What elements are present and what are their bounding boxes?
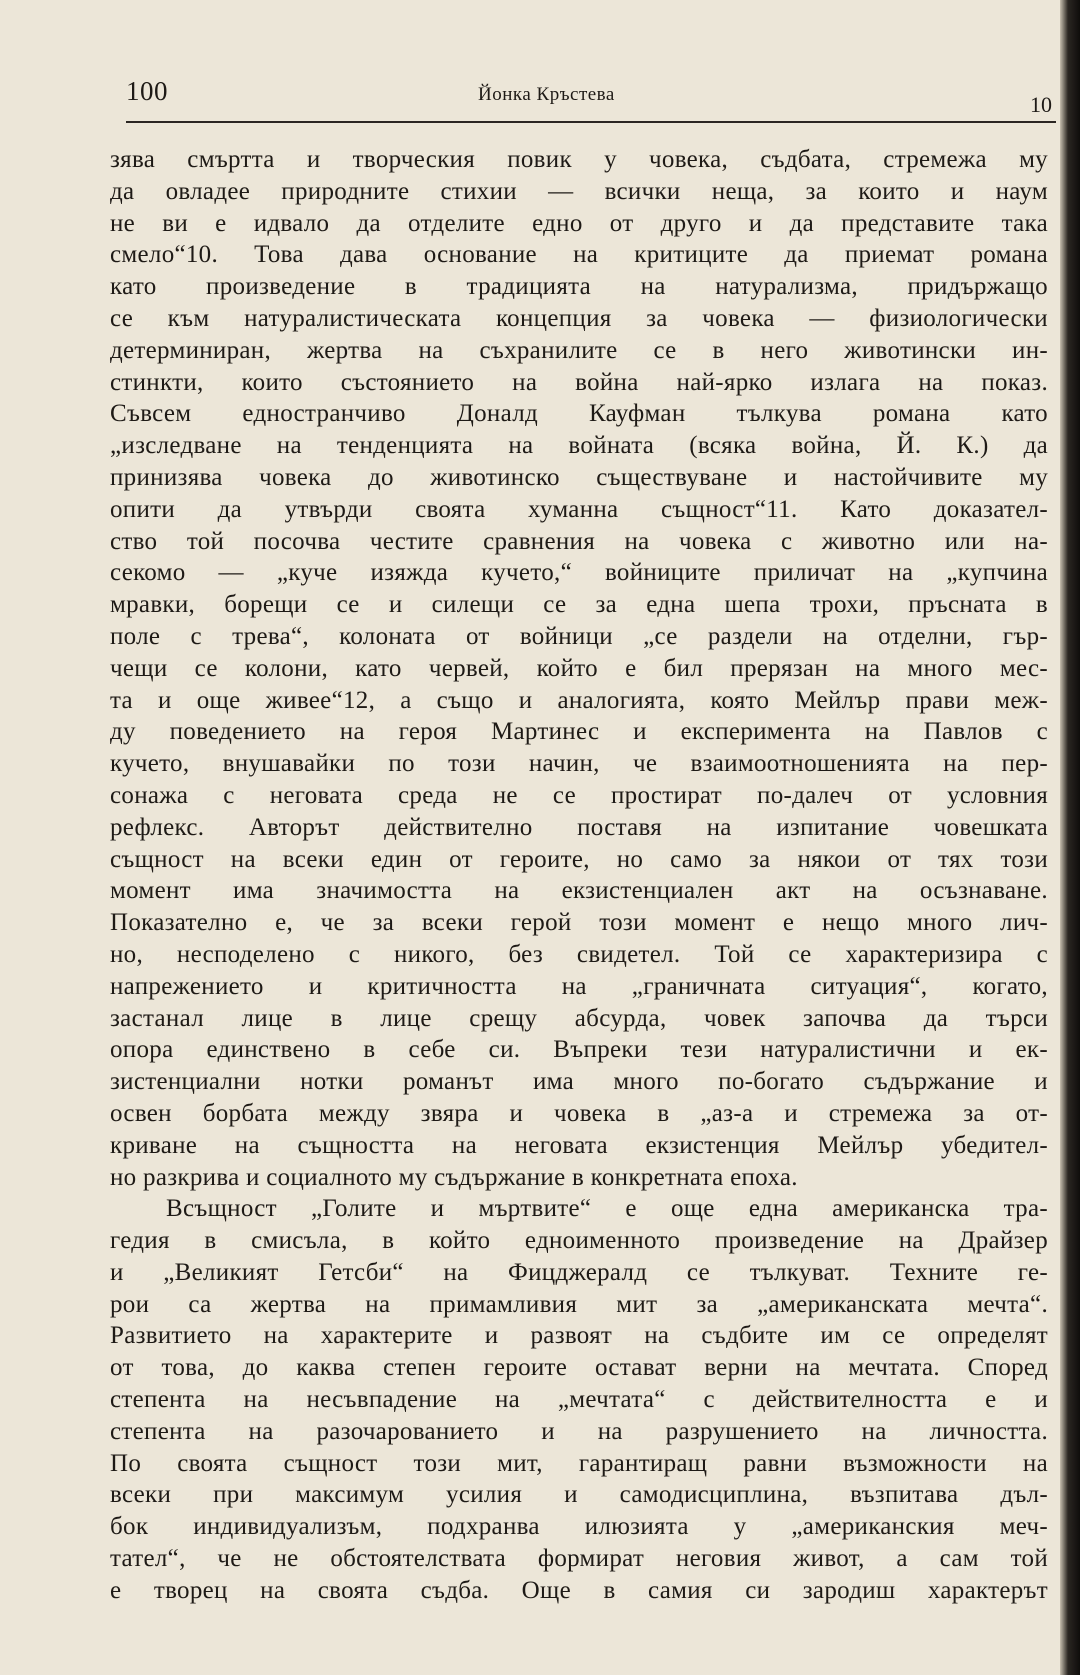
text-line: кучето, внушавайки по този начин, че взаимоотношенията на пер- [110, 750, 1048, 778]
text-line: се към натуралистическата концепция за човека — физиологически [110, 304, 1048, 332]
text-line: секомо — „куче изяжда кучето,“ войниците приличат на „купчина [110, 559, 1048, 587]
running-head: Йонка Кръстева [478, 84, 615, 105]
text-line: и „Великият Гетсби“ на Фицджералд се тълкуват. Техните ге- [110, 1258, 1048, 1286]
text-line: детерминиран, жертва на съхранилите се в него животински ин- [110, 336, 1048, 364]
text-line: Съвсем едностранчиво Доналд Кауфман тълкува романа като [110, 400, 1048, 428]
page-header [126, 70, 1056, 120]
text-line: да овладее природните стихии — всички неща, за които и наум [110, 177, 1048, 205]
page-edge-shadow [1060, 0, 1080, 1675]
body-text [110, 144, 1048, 1607]
text-line-paragraph-start: Всъщност „Голите и мъртвите“ е още една американска тра- [166, 1195, 1048, 1223]
text-line: от това, до каква степен героите остават верни на мечтата. Според [110, 1354, 1048, 1382]
text-line: зистенциални нотки романът има много по-богато съдържание и [110, 1068, 1048, 1096]
text-line: мравки, борещи се и силещи се за една шепа трохи, пръсната в [110, 591, 1048, 619]
text-line: момент има значимостта на екзистенциален акт на осъзнаване. [110, 877, 1048, 905]
text-line: ство той посочва честите сравнения на човека с животно или на- [110, 527, 1048, 555]
text-line: освен борбата между звяра и човека в „аз-а и стремежа за от- [110, 1099, 1048, 1127]
text-line: опити да утвърди своята хуманна същност“11. Като доказател- [110, 495, 1048, 523]
header-rule [126, 121, 1056, 123]
text-line: смело“10. Това дава основание на критиците да приемат романа [110, 241, 1048, 269]
text-line: поле с трева“, колоната от войници „се раздели на отделни, гър- [110, 622, 1048, 650]
text-line: застанал лице в лице срещу абсурда, човек започва да търси [110, 1004, 1048, 1032]
text-line: гедия в смисъла, в който едноименното произведение на Драйзер [110, 1227, 1048, 1255]
text-line: степента на несъвпадение на „мечтата“ с действителността е и [110, 1386, 1048, 1414]
text-line: чещи се колони, като червей, който е бил прерязан на много мес- [110, 654, 1048, 682]
text-line: опора единствено в себе си. Въпреки тези натуралистични и ек- [110, 1036, 1048, 1064]
text-line: Показателно е, че за всеки герой този момент е нещо много лич- [110, 909, 1048, 937]
text-line: бок индивидуализъм, подхранва илюзията у „американския меч- [110, 1513, 1048, 1541]
text-line: но разкрива и социалното му съдържание в конкретната епоха. [110, 1163, 798, 1191]
page-number: 100 [126, 76, 168, 106]
text-line: сонажа с неговата среда не се простират по-далеч от условния [110, 781, 1048, 809]
text-line: рефлекс. Авторът действително поставя на изпитание човешката [110, 813, 1048, 841]
edge-page-number: 10 [1030, 92, 1052, 117]
text-line: принизява човека до животинско съществуване и настойчивите му [110, 463, 1048, 491]
text-line: зява смъртта и творческия повик у човека, съдбата, стремежа му [110, 146, 1048, 173]
text-line: напрежението и критичността на „граничната ситуация“, когато, [110, 972, 1048, 1000]
text-line: но, несподелено с никого, без свидетел. Той се характеризира с [110, 940, 1048, 968]
text-line: като произведение в традицията на натурализма, придържащо [110, 273, 1048, 301]
text-line: ду поведението на героя Мартинес и експеримента на Павлов с [110, 718, 1048, 746]
text-line: Развитието на характерите и развоят на съдбите им се определят [110, 1322, 1048, 1350]
text-line: стинкти, които състоянието на война най-ярко излага на показ. [110, 368, 1048, 396]
text-line: не ви е идвало да отделите едно от друго и да представите така [110, 209, 1048, 237]
text-line: По своята същност този мит, гарантиращ равни възможности на [110, 1449, 1048, 1477]
text-line: същност на всеки един от героите, но само за някои от тях този [110, 845, 1048, 873]
text-line: степента на разочарованието и на разрушението на личността. [110, 1417, 1048, 1445]
text-line: криване на същността на неговата екзистенция Мейлър убедител- [110, 1131, 1048, 1159]
text-line: рои са жертва на примамливия мит за „американската мечта“. [110, 1290, 1048, 1318]
text-line: та и още живее“12, а също и аналогията, която Мейлър прави меж- [110, 686, 1048, 714]
text-line: е творец на своята съдба. Още в самия си зародиш характерът [110, 1576, 1048, 1604]
text-line: всеки при максимум усилия и самодисциплина, възпитава дъл- [110, 1481, 1048, 1509]
text-line: „изследване на тенденцията на войната (всяка война, Й. К.) да [110, 432, 1048, 460]
text-line: тател“, че не обстоятелствата формират неговия живот, а сам той [110, 1545, 1048, 1573]
